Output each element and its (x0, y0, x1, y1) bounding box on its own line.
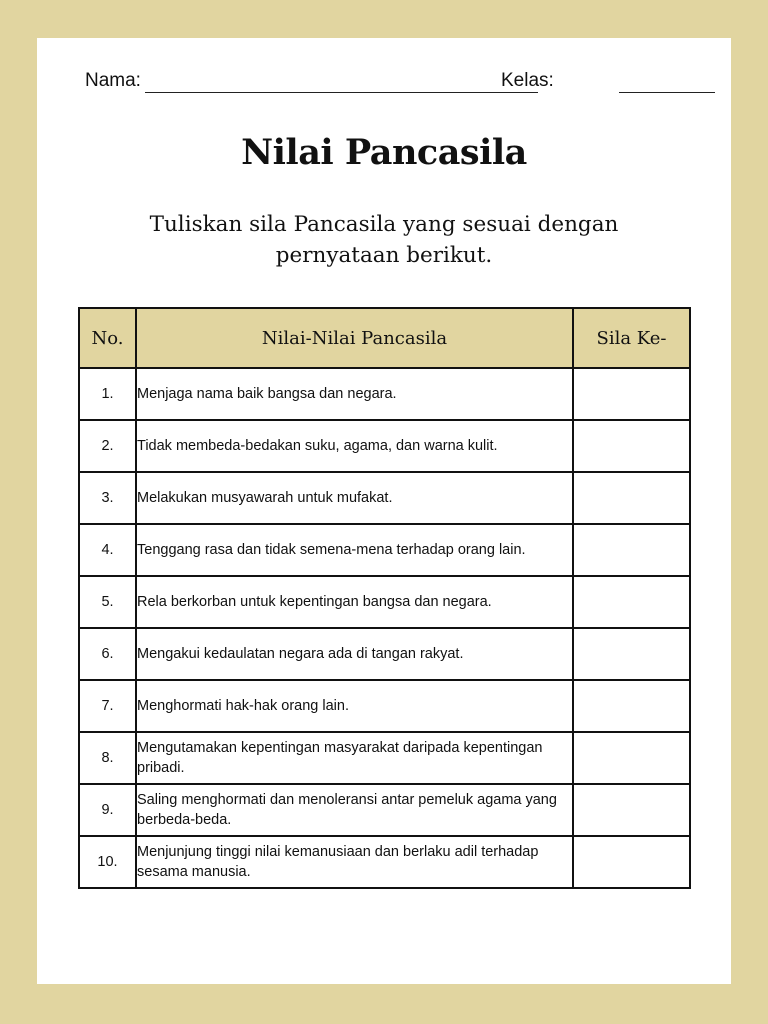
sila-answer-cell[interactable] (573, 680, 690, 732)
column-header-number: No. (79, 308, 136, 368)
table-row (79, 836, 690, 888)
table-header-row (79, 308, 690, 368)
value-statement: Saling menghormati dan menoleransi antar pemeluk agama yang berbeda-beda. (136, 784, 573, 836)
value-statement: Tidak membeda-bedakan suku, agama, dan warna kulit. (136, 420, 573, 472)
worksheet-page (37, 38, 731, 984)
row-number: 8. (79, 732, 136, 784)
table-row (79, 732, 690, 784)
value-statement: Mengutamakan kepentingan masyarakat daripada kepentingan pribadi. (136, 732, 573, 784)
row-number: 10. (79, 836, 136, 888)
table-row (79, 628, 690, 680)
sila-answer-cell[interactable] (573, 524, 690, 576)
column-header-sila: Sila Ke- (573, 308, 690, 368)
value-statement: Tenggang rasa dan tidak semena-mena terhadap orang lain. (136, 524, 573, 576)
table-row (79, 368, 690, 420)
student-info-row (85, 70, 685, 100)
sila-answer-cell[interactable] (573, 368, 690, 420)
value-statement: Menjunjung tinggi nilai kemanusiaan dan berlaku adil terhadap sesama manusia. (136, 836, 573, 888)
sila-answer-cell[interactable] (573, 732, 690, 784)
sila-answer-cell[interactable] (573, 836, 690, 888)
sila-answer-cell[interactable] (573, 472, 690, 524)
sila-answer-cell[interactable] (573, 576, 690, 628)
row-number: 6. (79, 628, 136, 680)
value-statement: Menghormati hak-hak orang lain. (136, 680, 573, 732)
table-row (79, 680, 690, 732)
value-statement: Rela berkorban untuk kepentingan bangsa dan negara. (136, 576, 573, 628)
table-row (79, 576, 690, 628)
table-row (79, 524, 690, 576)
instruction-text: Tuliskan sila Pancasila yang sesuai dengan pernyataan berikut. (149, 212, 619, 268)
row-number: 7. (79, 680, 136, 732)
name-label: Nama: (85, 70, 141, 91)
value-statement: Menjaga nama baik bangsa dan negara. (136, 368, 573, 420)
table-row (79, 472, 690, 524)
row-number: 9. (79, 784, 136, 836)
table-body (79, 368, 690, 888)
class-blank-line[interactable] (619, 92, 715, 93)
value-statement: Mengakui kedaulatan negara ada di tangan rakyat. (136, 628, 573, 680)
row-number: 2. (79, 420, 136, 472)
pancasila-values-table (78, 307, 691, 889)
row-number: 1. (79, 368, 136, 420)
row-number: 5. (79, 576, 136, 628)
name-blank-line[interactable] (145, 92, 538, 93)
sila-answer-cell[interactable] (573, 628, 690, 680)
class-label: Kelas: (501, 70, 554, 91)
column-header-values: Nilai-Nilai Pancasila (136, 308, 573, 368)
table-row (79, 784, 690, 836)
sila-answer-cell[interactable] (573, 420, 690, 472)
table-row (79, 420, 690, 472)
page-title: Nilai Pancasila (241, 132, 527, 173)
row-number: 3. (79, 472, 136, 524)
row-number: 4. (79, 524, 136, 576)
sila-answer-cell[interactable] (573, 784, 690, 836)
value-statement: Melakukan musyawarah untuk mufakat. (136, 472, 573, 524)
